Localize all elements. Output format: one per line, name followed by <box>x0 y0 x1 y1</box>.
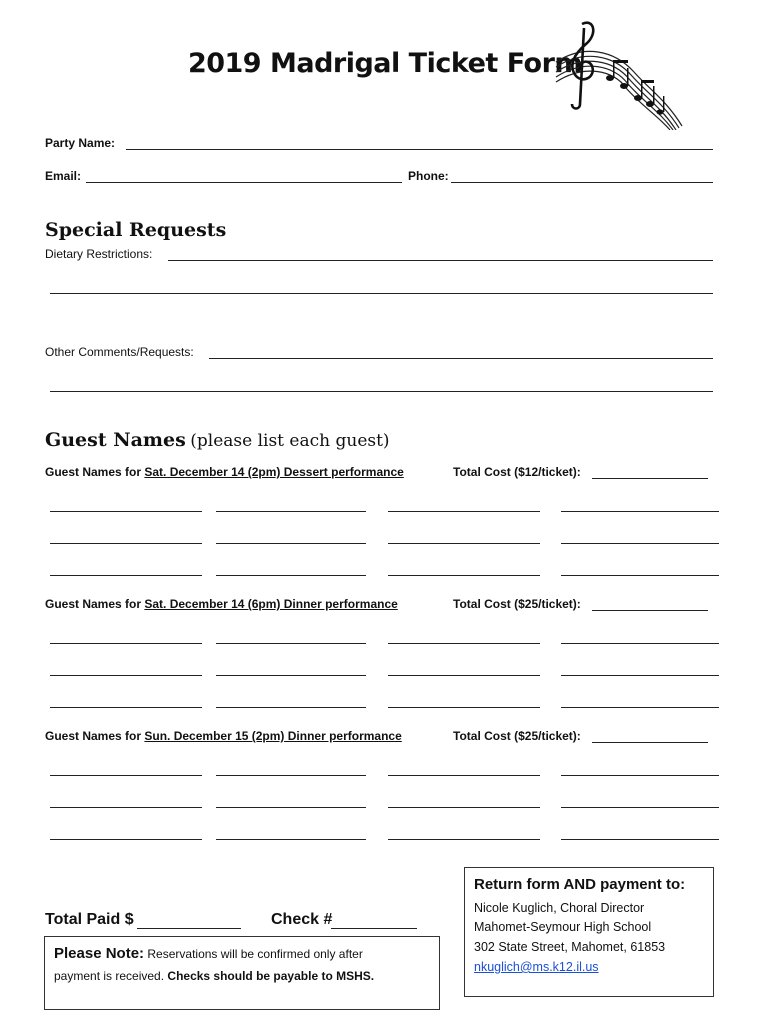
guest-name-field[interactable] <box>50 511 202 512</box>
dietary-field[interactable] <box>168 260 713 261</box>
performance-3-cost-label: Total Cost ($25/ticket): <box>453 729 581 743</box>
performance-2-title: Sat. December 14 (6pm) Dinner performance <box>144 597 398 611</box>
party-name-label: Party Name: <box>45 136 116 150</box>
guest-name-field[interactable] <box>50 839 202 840</box>
guest-name-field[interactable] <box>50 775 202 776</box>
return-line-1: Nicole Kuglich, Choral Director <box>474 901 645 915</box>
guest-name-field[interactable] <box>50 543 202 544</box>
guest-name-field[interactable] <box>388 543 540 544</box>
special-requests-heading: Special Requests <box>45 219 227 241</box>
guest-name-field[interactable] <box>50 643 202 644</box>
guest-name-field[interactable] <box>216 511 366 512</box>
note-text-2: payment is received. <box>54 969 165 983</box>
guest-name-field[interactable] <box>216 839 366 840</box>
dietary-label: Dietary Restrictions: <box>45 247 153 261</box>
guest-name-field[interactable] <box>216 575 366 576</box>
performance-1-label <box>45 465 404 479</box>
guest-name-field[interactable] <box>50 707 202 708</box>
performance-2-cost-label: Total Cost ($25/ticket): <box>453 597 581 611</box>
performance-2-label <box>45 597 398 611</box>
check-number-field[interactable] <box>331 928 417 929</box>
return-address-box <box>464 867 714 997</box>
please-note-box <box>44 936 440 1010</box>
check-number-label: Check # <box>271 911 333 928</box>
other-comments-label: Other Comments/Requests: <box>45 345 194 359</box>
guest-name-field[interactable] <box>561 575 719 576</box>
guest-name-field[interactable] <box>50 575 202 576</box>
guest-name-field[interactable] <box>561 643 719 644</box>
performance-3-prefix: Guest Names for <box>45 729 145 743</box>
return-email-link[interactable]: nkuglich@ms.k12.il.us <box>474 960 599 974</box>
performance-3-title: Sun. December 15 (2pm) Dinner performance <box>144 729 402 743</box>
note-bold-label: Please Note: <box>54 945 145 962</box>
guest-name-field[interactable] <box>216 675 366 676</box>
guest-name-field[interactable] <box>561 839 719 840</box>
dietary-field-line2[interactable] <box>50 293 713 294</box>
performance-1-prefix: Guest Names for <box>45 465 145 479</box>
total-paid-field[interactable] <box>137 928 241 929</box>
guest-name-field[interactable] <box>216 807 366 808</box>
guest-name-field[interactable] <box>561 675 719 676</box>
guest-name-field[interactable] <box>388 807 540 808</box>
guest-name-field[interactable] <box>561 807 719 808</box>
party-name-field[interactable] <box>126 149 713 150</box>
guest-name-field[interactable] <box>216 643 366 644</box>
guest-name-field[interactable] <box>388 575 540 576</box>
performance-3-label <box>45 729 402 743</box>
performance-1-cost-field[interactable] <box>592 478 708 479</box>
music-notes-icon <box>554 14 686 130</box>
return-line-2: Mahomet-Seymour High School <box>474 920 652 934</box>
guest-name-field[interactable] <box>216 775 366 776</box>
phone-field[interactable] <box>451 182 713 183</box>
guest-name-field[interactable] <box>561 707 719 708</box>
guest-name-field[interactable] <box>388 511 540 512</box>
total-paid-label: Total Paid $ <box>45 911 134 928</box>
guest-name-field[interactable] <box>388 675 540 676</box>
guest-name-field[interactable] <box>216 707 366 708</box>
email-label: Email: <box>45 169 82 183</box>
other-comments-field[interactable] <box>209 358 713 359</box>
guest-names-heading-wrap <box>45 429 390 451</box>
guest-name-field[interactable] <box>388 775 540 776</box>
note-text: Reservations will be confirmed only after <box>147 947 363 961</box>
performance-1-title: Sat. December 14 (2pm) Dessert performance <box>144 465 404 479</box>
guest-name-field[interactable] <box>50 675 202 676</box>
note-line-1 <box>54 945 363 962</box>
note-bold-tail: Checks should be payable to MSHS. <box>167 969 375 983</box>
email-field[interactable] <box>86 182 402 183</box>
guest-names-subheading: (please list each guest) <box>190 431 390 451</box>
other-comments-field-line2[interactable] <box>50 391 713 392</box>
note-line-2 <box>54 969 374 983</box>
performance-3-cost-field[interactable] <box>592 742 708 743</box>
form-title: 2019 Madrigal Ticket Form <box>187 48 583 79</box>
guest-name-field[interactable] <box>561 543 719 544</box>
guest-name-field[interactable] <box>388 839 540 840</box>
guest-name-field[interactable] <box>50 807 202 808</box>
performance-2-cost-field[interactable] <box>592 610 708 611</box>
phone-label: Phone: <box>408 169 449 183</box>
return-title: Return form AND payment to: <box>474 876 686 893</box>
guest-name-field[interactable] <box>216 543 366 544</box>
guest-name-field[interactable] <box>388 707 540 708</box>
performance-1-cost-label: Total Cost ($12/ticket): <box>453 465 581 479</box>
performance-2-prefix: Guest Names for <box>45 597 145 611</box>
guest-names-heading: Guest Names <box>45 429 186 451</box>
return-line-3: 302 State Street, Mahomet, 61853 <box>474 940 666 954</box>
guest-name-field[interactable] <box>561 775 719 776</box>
return-email-wrap <box>474 960 599 974</box>
guest-name-field[interactable] <box>561 511 719 512</box>
guest-name-field[interactable] <box>388 643 540 644</box>
